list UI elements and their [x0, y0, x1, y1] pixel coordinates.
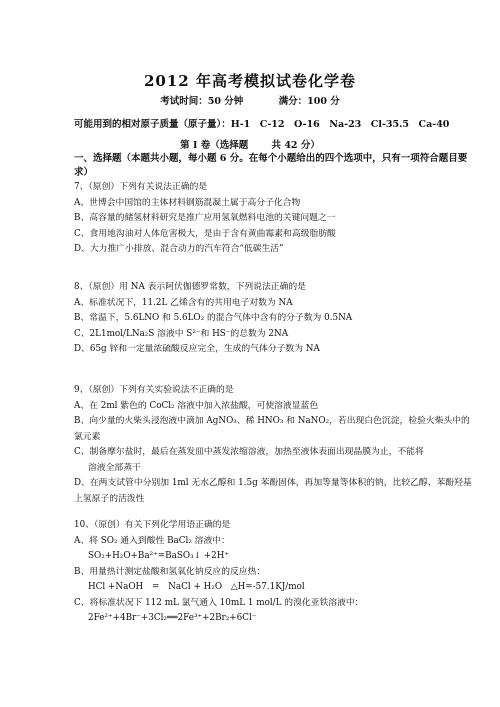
question-stem: 10、（原创）有关下列化学用语正确的是 [74, 520, 231, 530]
option-b: B、高容量的储氢材料研究是推广应用氢氧燃料电池的关键问题之一 [74, 213, 336, 223]
section-title-text: 第 I 卷（选择题 [180, 140, 249, 151]
option-b: B、向少量的火柴头浸泡液中滴加 AgNO₃、稀 HNO₃ 和 NaNO₂，若出现白色沉淀，检验火柴头中的氯元素 [74, 416, 470, 442]
option-b: B、常温下，5.6LNO 和 5.6LO₂ 的混合气体中含有的分子数为 0.5NA [74, 313, 353, 323]
option-c: C、将标准状况下 112 mL 氯气通入 10mL 1 mol/L 的溴化亚铁溶液中： [74, 597, 364, 608]
section-title [0, 137, 500, 151]
option-d: D、在两支试管中分别加 1ml 无水乙醇和 1.5g 苯酚固体，再加等量等体积的钠，比较乙醇、苯酚羟基上氢原子的活泼性 [74, 478, 472, 504]
equation-c: 2Fe²⁺+4Br⁻+3Cl₂══2Fe³⁺+2Br₂+6Cl⁻ [88, 613, 257, 623]
question-9 [74, 383, 476, 507]
option-a: A、将 SO₂ 通入到酸性 BaCl₂ 溶液中： [74, 535, 230, 546]
option-c: C、食用地沟油对人体危害极大，是由于含有黄曲霉素和高级脂肪酸 [74, 228, 336, 239]
question-stem: 7、（原创）下列有关说法正确的是 [74, 182, 208, 192]
option-a: A、标准状况下，11.2L 乙烯含有的共用电子对数为 NA [74, 297, 293, 308]
exam-score: 满分：100 分 [278, 96, 340, 107]
section-instruction: 一、选择题（本题共小题，每小题 6 分。在每个小题给出的四个选项中，只有一项符合题目要求） [74, 153, 468, 178]
option-c: C、制备摩尔盐时，最后在蒸发皿中蒸发浓缩溶液，加热至液体表面出现晶膜为止，不能将 [74, 447, 424, 457]
option-b: B、用量热计测定盐酸和氢氧化钠反应的反应热： [74, 566, 266, 577]
page-title: 2012 年高考模拟试卷化学卷 [144, 72, 356, 90]
question-10 [74, 518, 476, 627]
question-8 [74, 280, 476, 358]
option-c: C、2L1mol/LNa₂S 溶液中 S²⁻和 HS⁻的总数为 2NA [74, 328, 289, 339]
exam-time: 考试时间：50 分钟 [160, 96, 244, 107]
exam-meta [0, 93, 500, 107]
option-c-continued: 溶液全部蒸干 [88, 462, 141, 473]
section-score: 共 42 分） [271, 140, 320, 151]
question-stem: 8、（原创）用 NA 表示阿伏伽德罗常数，下列说法正确的是 [74, 282, 306, 292]
equation-a: SO₂+H₂O+Ba²⁺=BaSO₃↓ +2H⁺ [88, 551, 230, 561]
equation-b: HCl +NaOH = NaCl + H₂O △H=-57.1KJ/mol [88, 582, 305, 592]
option-d: D、大力推广小排放、混合动力的汽车符合“低碳生活” [74, 244, 284, 254]
option-a: A、在 2ml 紫色的 CoCl₂ 溶液中加入浓盐酸，可使溶液显蓝色 [74, 400, 319, 411]
option-d: D、65g 锌和一定量浓硫酸反应完全，生成的气体分子数为 NA [74, 344, 320, 354]
option-a: A、世博会中国馆的主体材料钢筋混凝土属于高分子化合物 [74, 197, 301, 208]
question-7 [74, 180, 476, 258]
atomic-masses: 可能用到的相对原子质量（原子量）：H-1 C-12 O-16 Na-23 Cl-35.5 Ca-40 [74, 119, 450, 130]
question-stem: 9、（原创）下列有关实验说法不正确的是 [74, 385, 234, 395]
